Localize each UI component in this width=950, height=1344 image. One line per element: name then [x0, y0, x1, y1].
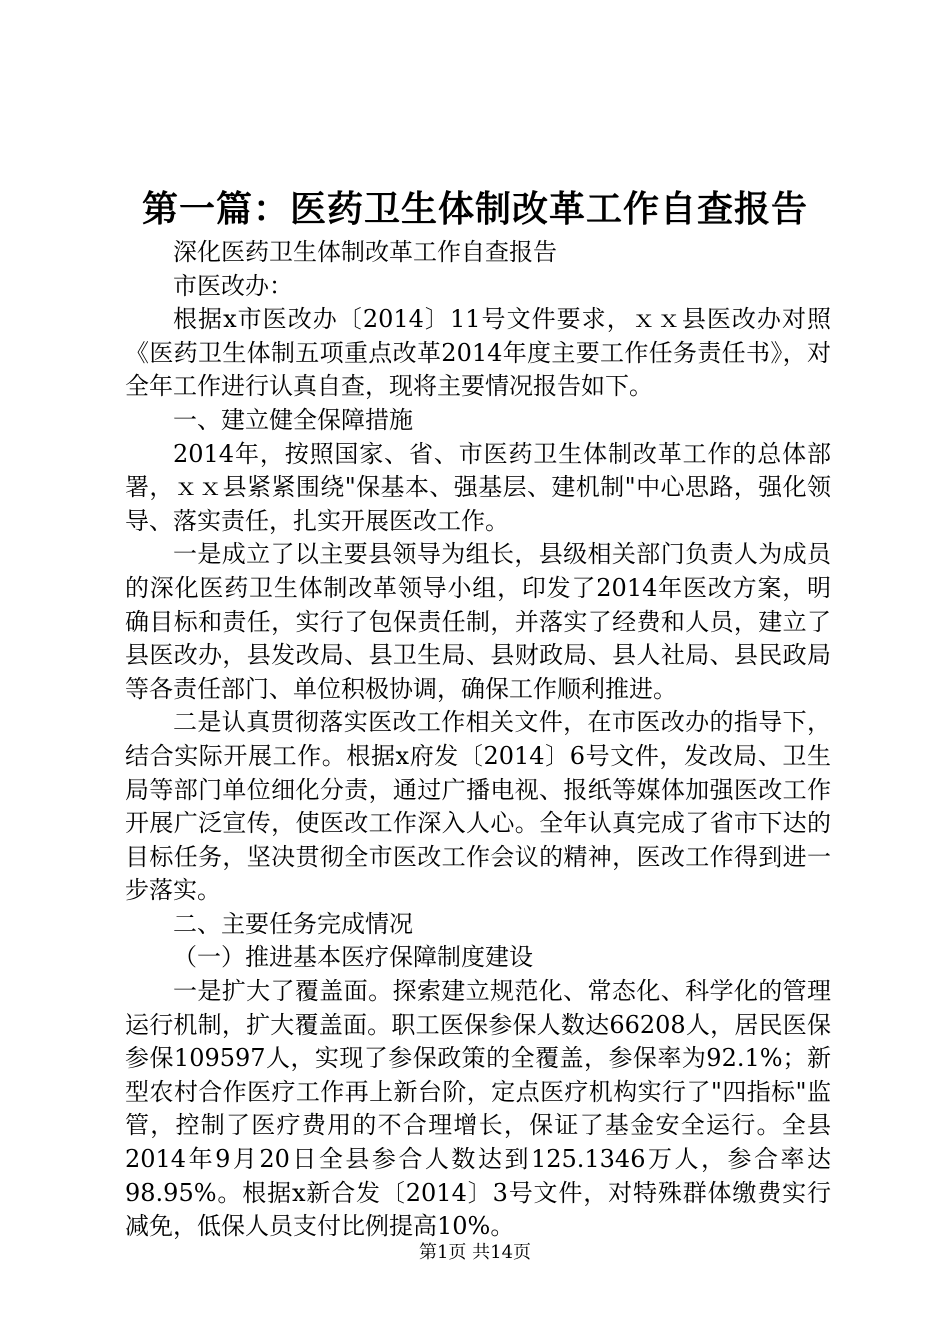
- document-body: [125, 236, 831, 1244]
- section-heading-2: 二、主要任务完成情况: [173, 909, 413, 938]
- section-heading-1: 一、建立健全保障措施: [173, 405, 413, 434]
- intro-paragraph: 根据x市医改办〔2014〕11号文件要求，ｘｘ县医改办对照《医药卫生体制五项重点改革2014年度主要工作任务责任书》，对全年工作进行认真自查，现将主要情况报告如下。: [125, 305, 831, 401]
- document-title: 第一篇：医药卫生体制改革工作自查报告: [141, 188, 808, 230]
- section-1-paragraph-3: 二是认真贯彻落实医改工作相关文件，在市医改办的指导下，结合实际开展工作。根据x府发〔2014〕6号文件，发改局、卫生局等部门单位细化分责，通过广播电视、报纸等媒体加强医改工作开展广泛宣传，使医改工作深入人心。全年认真完成了省市下达的目标任务，坚决贯彻全市医改工作会议的精神，医改工作得到进一步落实。: [125, 708, 831, 905]
- subsection-1-paragraph-1: 一是扩大了覆盖面。探索建立规范化、常态化、科学化的管理运行机制，扩大覆盖面。职工医保参保人数达66208人，居民医保参保109597人，实现了参保政策的全覆盖，参保率为92.1%；新型农村合作医疗工作再上新台阶，定点医疗机构实行了"四指标"监管，控制了医疗费用的不合理增长，保证了基金安全运行。全县2014年9月20日全县参合人数达到125.1346万人，参合率达98.95%。根据x新合发〔2014〕3号文件，对特殊群体缴费实行减免，低保人员支付比例提高10%。: [125, 977, 831, 1241]
- page-number-footer: 第1页 共14页: [418, 1242, 532, 1263]
- section-1-paragraph-1: 2014年，按照国家、省、市医药卫生体制改革工作的总体部署，ｘｘ县紧紧围绕"保基本、强基层、建机制"中心思路，强化领导、落实责任，扎实开展医改工作。: [125, 439, 831, 535]
- section-1-paragraph-2: 一是成立了以主要县领导为组长，县级相关部门负责人为成员的深化医药卫生体制改革领导小组，印发了2014年医改方案，明确目标和责任，实行了包保责任制，并落实了经费和人员，建立了县医改办，县发改局、县卫生局、县财政局、县人社局、县民政局等各责任部门、单位积极协调，确保工作顺利推进。: [125, 540, 831, 703]
- salutation-paragraph: 市医改办：: [173, 271, 293, 300]
- subsection-heading-1: （一）推进基本医疗保障制度建设: [173, 943, 533, 972]
- subtitle-paragraph: 深化医药卫生体制改革工作自查报告: [173, 238, 557, 266]
